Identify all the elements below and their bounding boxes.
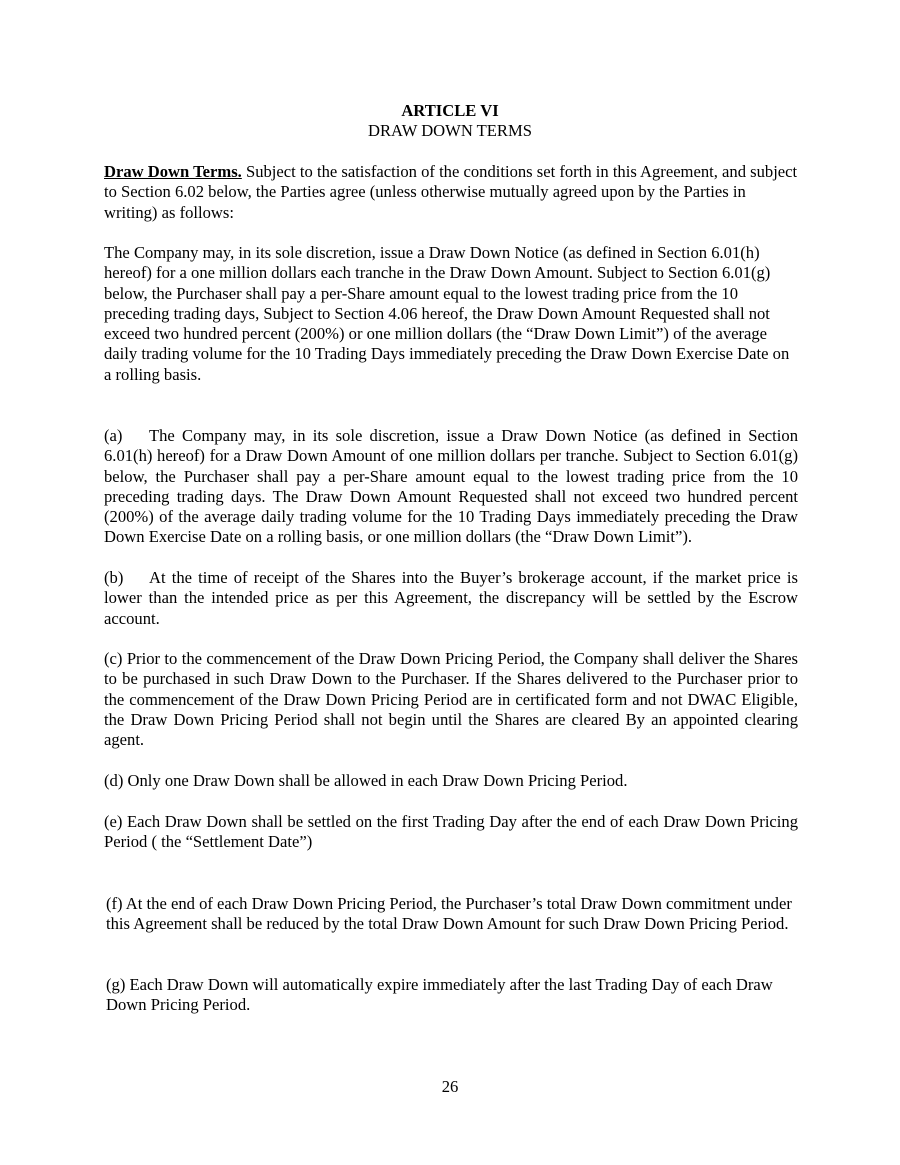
clause-d: (d) Only one Draw Down shall be allowed in each Draw Down Pricing Period. bbox=[104, 771, 628, 790]
clause-c: (c) Prior to the commencement of the Draw Down Pricing Period, the Company shall deliver the Shares to be purchased in such Draw Down to the Purchaser. If the Shares delivered to the Purchaser prior to the commencement of the Draw Down Pricing Period are in certificated form and not DWAC Eligible, the Draw Down Pricing Period shall not begin until the Shares are cleared By an appointed clearing agent. bbox=[104, 649, 798, 750]
article-title: DRAW DOWN TERMS bbox=[367, 121, 532, 140]
main-paragraph: The Company may, in its sole discretion, issue a Draw Down Notice (as defined in Section 6.01(h) hereof) for a one million dollars each tranche in the Draw Down Amount. Subject to Section 6.01(g) below, the Purchaser shall pay a per-Share amount equal to the lowest trading price from the 10 preceding trading days, Subject to Section 4.06 hereof, the Draw Down Amount Requested shall not exceed two hundred percent (200%) or one million dollars (the “Draw Down Limit”) of the average daily trading volume for the 10 Trading Days immediately preceding the Draw Down Exercise Date on a rolling basis. bbox=[104, 243, 790, 384]
clause-a bbox=[104, 426, 798, 548]
clause-b-text: At the time of receipt of the Shares into the Buyer’s brokerage account, if the market price is lower than the intended price as per this Agreement, the discrepancy will be settled by the Escrow account. bbox=[104, 568, 798, 628]
clause-b bbox=[104, 568, 798, 629]
clause-f: (f) At the end of each Draw Down Pricing Period, the Purchaser’s total Draw Down commitment under this Agreement shall be reduced by the total Draw Down Amount for such Draw Down Pricing Period. bbox=[106, 894, 792, 934]
clause-b-label: (b) bbox=[104, 568, 124, 587]
intro-text: Subject to the satisfaction of the conditions set forth in this Agreement, and subject to Section 6.02 below, the Parties agree (unless otherwise mutually agreed upon by the Parties in writing) as follows: bbox=[104, 162, 798, 222]
intro-paragraph bbox=[104, 162, 798, 223]
page-number: 26 bbox=[441, 1077, 459, 1096]
article-number: ARTICLE VI bbox=[401, 101, 499, 120]
clause-a-text: The Company may, in its sole discretion, issue a Draw Down Notice (as defined in Section 6.01(h) hereof) for a Draw Down Amount of one million dollars per tranche. Subject to Section 6.01(g) below, the Purchaser shall pay a per-Share amount equal to the lowest trading price from the 10 preceding trading days. The Draw Down Amount Requested shall not exceed two hundred percent (200%) of the average daily trading volume for the 10 Trading Days immediately preceding the Draw Down Exercise Date on a rolling basis, or one million dollars (the “Draw Down Limit”). bbox=[104, 426, 798, 547]
intro-lead: Draw Down Terms. bbox=[104, 162, 242, 181]
clause-a-label: (a) bbox=[104, 426, 123, 445]
clause-g: (g) Each Draw Down will automatically expire immediately after the last Trading Day of each Draw Down Pricing Period. bbox=[106, 975, 773, 1015]
clause-e: (e) Each Draw Down shall be settled on the first Trading Day after the end of each Draw Down Pricing Period ( the “Settlement Date”) bbox=[104, 812, 798, 852]
